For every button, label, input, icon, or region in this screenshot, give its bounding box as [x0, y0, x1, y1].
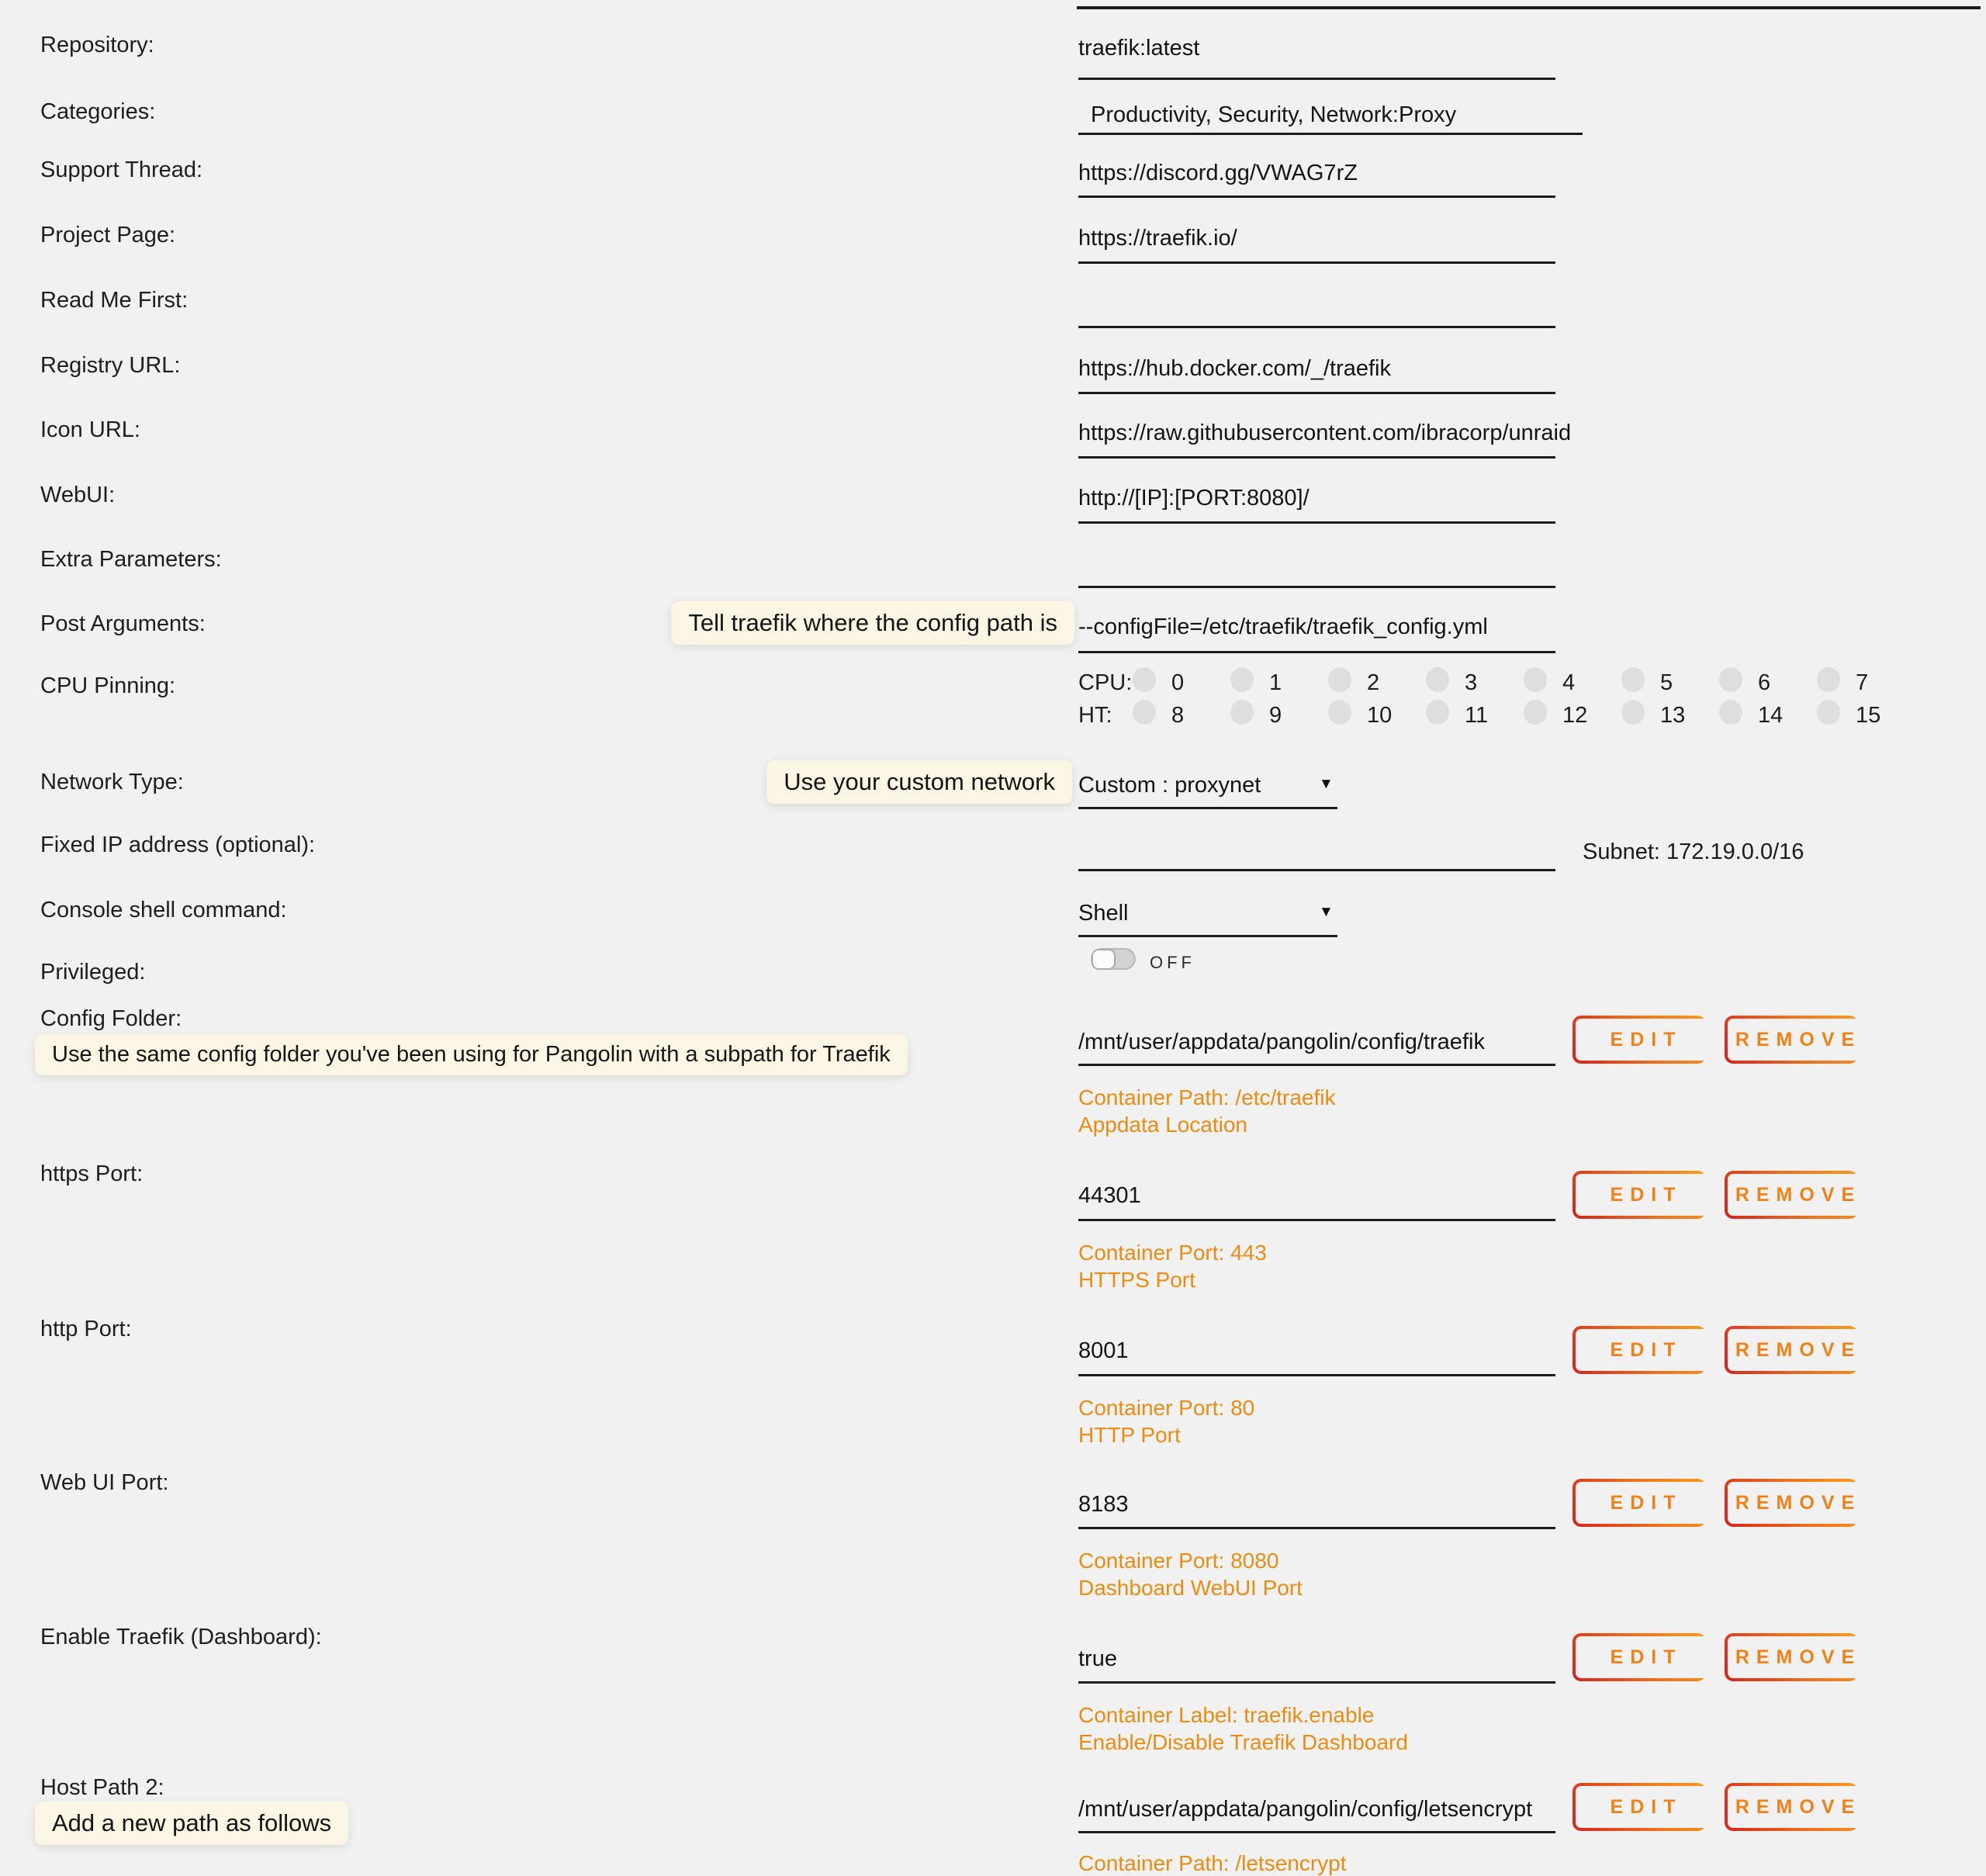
registry-url-label: Registry URL: [40, 353, 181, 378]
registry-url-input[interactable]: https://hub.docker.com/_/traefik [1078, 356, 1391, 381]
config-folder-container-path: Container Path: /etc/traefik [1078, 1085, 1336, 1109]
config-folder-tooltip: Use the same config folder you've been using for Pangolin with a subpath for Traefik [35, 1034, 908, 1075]
categories-input[interactable]: Productivity, Security, Network:Proxy [1091, 102, 1457, 127]
cpu-4-label: 4 [1562, 670, 1576, 695]
host-path-2-remove-button[interactable]: REMOVE [1725, 1783, 1858, 1831]
subnet-info: Subnet: 172.19.0.0/16 [1583, 839, 1804, 864]
read-me-first-label: Read Me First: [40, 288, 189, 313]
post-arguments-input[interactable]: --configFile=/etc/traefik/traefik_config.yml [1078, 614, 1488, 639]
ht-9-label: 9 [1269, 703, 1282, 728]
support-thread-label: Support Thread: [40, 157, 203, 182]
network-type-select[interactable]: Custom : proxynet [1078, 773, 1261, 798]
http-port-edit-button[interactable]: EDIT [1573, 1326, 1706, 1374]
project-page-input[interactable]: https://traefik.io/ [1078, 226, 1237, 251]
fixed-ip-label: Fixed IP address (optional): [40, 832, 316, 857]
cpu-0-checkbox[interactable] [1133, 667, 1156, 692]
enable-traefik-input[interactable]: true [1078, 1646, 1117, 1671]
ht-13-checkbox[interactable] [1621, 700, 1645, 725]
http-port-description: HTTP Port [1078, 1423, 1181, 1447]
privileged-label: Privileged: [40, 960, 146, 985]
support-thread-input[interactable]: https://discord.gg/VWAG7rZ [1078, 161, 1358, 185]
cpu-7-checkbox[interactable] [1817, 667, 1840, 692]
webui-underline [1078, 521, 1555, 524]
enable-traefik-description: Enable/Disable Traefik Dashboard [1078, 1730, 1408, 1754]
https-port-label: https Port: [40, 1161, 144, 1186]
ht-10-checkbox[interactable] [1328, 700, 1351, 725]
webui-port-remove-button[interactable]: REMOVE [1725, 1479, 1858, 1527]
host-path-2-input[interactable]: /mnt/user/appdata/pangolin/config/letsencrypt [1078, 1797, 1533, 1822]
host-path-2-container-path: Container Path: /letsencrypt [1078, 1851, 1347, 1875]
console-shell-select[interactable]: Shell [1078, 901, 1129, 926]
ht-row-label: HT: [1078, 703, 1112, 728]
extra-parameters-label: Extra Parameters: [40, 547, 222, 572]
https-port-input[interactable]: 44301 [1078, 1183, 1141, 1208]
console-shell-underline [1078, 935, 1337, 937]
cpu-7-label: 7 [1856, 670, 1869, 695]
host-path-2-edit-button[interactable]: EDIT [1573, 1783, 1706, 1831]
ht-15-checkbox[interactable] [1817, 700, 1840, 725]
console-shell-label: Console shell command: [40, 898, 287, 922]
cpu-5-label: 5 [1660, 670, 1673, 695]
ht-8-checkbox[interactable] [1133, 700, 1156, 725]
webui-port-description: Dashboard WebUI Port [1078, 1576, 1303, 1600]
host-path-2-tooltip: Add a new path as follows [35, 1802, 348, 1845]
fixed-ip-underline [1078, 869, 1555, 871]
cpu-4-checkbox[interactable] [1524, 667, 1547, 692]
registry-url-underline [1078, 392, 1555, 394]
webui-label: WebUI: [40, 483, 116, 507]
http-port-input[interactable]: 8001 [1078, 1338, 1129, 1363]
ht-11-label: 11 [1465, 703, 1489, 728]
cpu-3-label: 3 [1465, 670, 1478, 695]
post-arguments-underline [1078, 651, 1555, 653]
config-folder-underline [1078, 1064, 1555, 1066]
ht-13-label: 13 [1660, 703, 1686, 728]
network-type-dropdown-arrow[interactable]: ▼ [1319, 776, 1334, 792]
ht-10-label: 10 [1367, 703, 1393, 728]
config-folder-label: Config Folder: [40, 1006, 182, 1031]
network-type-label: Network Type: [40, 770, 184, 794]
ht-9-checkbox[interactable] [1230, 700, 1254, 725]
webui-port-input[interactable]: 8183 [1078, 1492, 1129, 1517]
ht-14-checkbox[interactable] [1719, 700, 1742, 725]
ht-14-label: 14 [1758, 703, 1784, 728]
support-thread-underline [1078, 196, 1555, 198]
enable-traefik-remove-button[interactable]: REMOVE [1725, 1633, 1858, 1681]
icon-url-underline [1078, 456, 1555, 459]
cpu-pinning-label: CPU Pinning: [40, 673, 176, 698]
section-divider [1077, 6, 1981, 9]
cpu-2-checkbox[interactable] [1328, 667, 1351, 692]
cpu-6-label: 6 [1758, 670, 1771, 695]
host-path-2-label: Host Path 2: [40, 1775, 164, 1800]
network-type-tooltip: Use your custom network [766, 760, 1072, 804]
enable-traefik-underline [1078, 1681, 1555, 1684]
webui-port-container-port: Container Port: 8080 [1078, 1549, 1279, 1573]
enable-traefik-edit-button[interactable]: EDIT [1573, 1633, 1706, 1681]
config-folder-edit-button[interactable]: EDIT [1573, 1016, 1706, 1064]
config-folder-input[interactable]: /mnt/user/appdata/pangolin/config/traefik [1078, 1030, 1485, 1054]
read-me-first-underline [1078, 326, 1555, 328]
project-page-label: Project Page: [40, 223, 176, 247]
categories-label: Categories: [40, 99, 156, 124]
privileged-state: OFF [1150, 953, 1195, 972]
enable-traefik-container-label: Container Label: traefik.enable [1078, 1703, 1375, 1727]
privileged-toggle[interactable] [1091, 948, 1136, 970]
cpu-5-checkbox[interactable] [1621, 667, 1645, 692]
webui-port-label: Web UI Port: [40, 1470, 169, 1495]
host-path-2-underline [1078, 1831, 1555, 1833]
project-page-underline [1078, 261, 1555, 264]
cpu-1-checkbox[interactable] [1230, 667, 1254, 692]
network-type-underline [1078, 807, 1337, 809]
https-port-container-port: Container Port: 443 [1078, 1241, 1267, 1265]
https-port-description: HTTPS Port [1078, 1268, 1195, 1292]
cpu-2-label: 2 [1367, 670, 1380, 695]
ht-15-label: 15 [1856, 703, 1881, 728]
http-port-underline [1078, 1374, 1555, 1376]
webui-port-underline [1078, 1527, 1555, 1529]
cpu-1-label: 1 [1269, 670, 1282, 695]
cpu-3-checkbox[interactable] [1426, 667, 1449, 692]
cpu-6-checkbox[interactable] [1719, 667, 1742, 692]
http-port-container-port: Container Port: 80 [1078, 1396, 1255, 1420]
https-port-remove-button[interactable]: REMOVE [1725, 1171, 1858, 1219]
http-port-remove-button[interactable]: REMOVE [1725, 1326, 1858, 1374]
config-folder-remove-button[interactable]: REMOVE [1725, 1016, 1858, 1064]
icon-url-input[interactable]: https://raw.githubusercontent.com/ibracorp/unraid [1078, 421, 1572, 445]
repository-label: Repository: [40, 33, 154, 57]
ht-12-label: 12 [1562, 703, 1588, 728]
post-arguments-label: Post Arguments: [40, 611, 206, 636]
enable-traefik-label: Enable Traefik (Dashboard): [40, 1625, 322, 1649]
categories-underline [1078, 133, 1583, 135]
repository-input[interactable]: traefik:latest [1078, 36, 1200, 61]
ht-8-label: 8 [1171, 703, 1185, 728]
config-folder-description: Appdata Location [1078, 1113, 1247, 1137]
ht-11-checkbox[interactable] [1426, 700, 1449, 725]
console-shell-dropdown-arrow[interactable]: ▼ [1319, 904, 1334, 920]
post-arguments-tooltip: Tell traefik where the config path is [671, 601, 1074, 645]
cpu-0-label: 0 [1171, 670, 1185, 695]
https-port-edit-button[interactable]: EDIT [1573, 1171, 1706, 1219]
repository-underline [1078, 78, 1555, 80]
https-port-underline [1078, 1219, 1555, 1221]
cpu-row-label: CPU: [1078, 670, 1133, 695]
webui-input[interactable]: http://[IP]:[PORT:8080]/ [1078, 486, 1310, 511]
ht-12-checkbox[interactable] [1524, 700, 1547, 725]
webui-port-edit-button[interactable]: EDIT [1573, 1479, 1706, 1527]
extra-parameters-underline [1078, 586, 1555, 588]
toggle-knob [1092, 949, 1116, 970]
icon-url-label: Icon URL: [40, 417, 140, 442]
http-port-label: http Port: [40, 1317, 132, 1341]
